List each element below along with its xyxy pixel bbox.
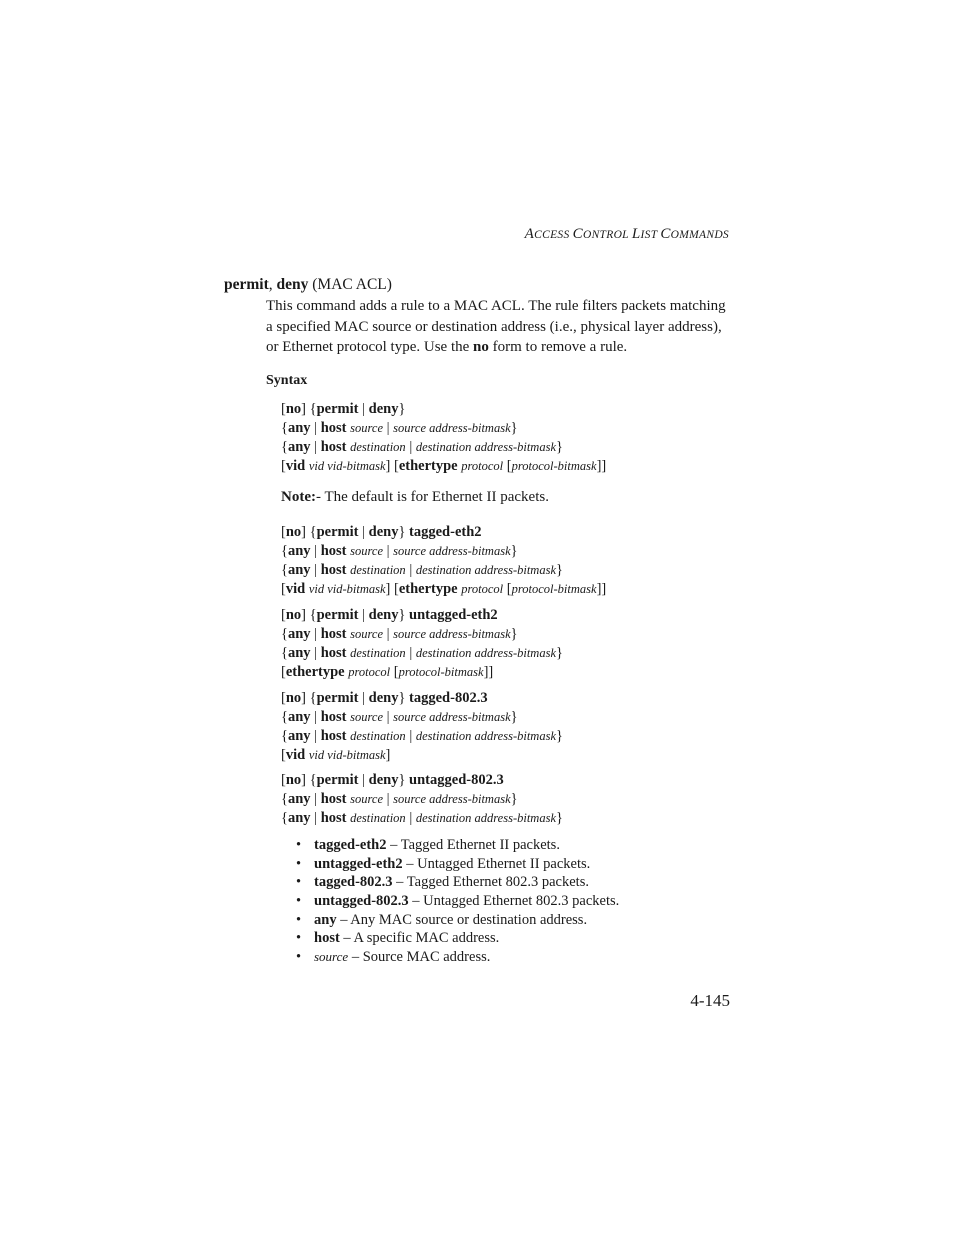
syntax-line: {any | host source | source address-bitmask}: [281, 791, 518, 807]
list-item: [296, 836, 619, 855]
header-text: CCESS: [534, 229, 573, 241]
header-text: OMMANDS: [670, 229, 729, 241]
command-title: [224, 276, 392, 294]
syntax-block-tagged-eth2: [281, 523, 606, 599]
syntax-line: [vid vid vid-bitmask]: [281, 747, 391, 763]
header-initial: A: [524, 226, 535, 242]
syntax-line: [no] {permit | deny}: [281, 401, 406, 417]
header-text: IST: [640, 229, 661, 241]
header-initial: L: [631, 226, 641, 242]
syntax-line: [ethertype protocol [protocol-bitmask]]: [281, 664, 494, 680]
syntax-line: [no] {permit | deny} tagged-802.3: [281, 690, 488, 706]
syntax-block-untagged-eth2: [281, 606, 563, 682]
syntax-line: [vid vid vid-bitmask] [ethertype protocol [protocol-bitmask]]: [281, 458, 607, 474]
note: [281, 489, 549, 506]
list-text: – Any MAC source or destination address.: [336, 911, 588, 928]
title-permit: permit: [224, 276, 269, 293]
bullet-icon: •: [296, 893, 302, 910]
list-item: [296, 892, 619, 911]
note-text: - The default is for Ethernet II packets.: [315, 489, 549, 505]
bullet-icon: •: [296, 855, 302, 872]
title-deny: deny: [276, 276, 309, 293]
list-term: host: [314, 930, 340, 947]
title-suffix: (MAC ACL): [308, 276, 392, 293]
syntax-line: {any | host destination | destination address-bitmask}: [281, 645, 563, 661]
running-header: [525, 226, 729, 243]
list-text: – A specific MAC address.: [339, 930, 500, 947]
list-item: [296, 855, 619, 874]
list-term: untagged-eth2: [314, 855, 403, 872]
list-text: – Tagged Ethernet 802.3 packets.: [392, 874, 589, 891]
syntax-line: {any | host destination | destination address-bitmask}: [281, 728, 563, 744]
note-label: Note:: [281, 489, 316, 505]
bullet-icon: •: [296, 949, 302, 966]
list-term: tagged-802.3: [314, 874, 393, 891]
page-number: 4-145: [690, 991, 730, 1010]
list-text: – Source MAC address.: [348, 949, 491, 966]
list-term: any: [314, 911, 337, 928]
syntax-block-untagged-8023: [281, 771, 563, 828]
title-comma: ,: [268, 276, 277, 293]
list-text: – Tagged Ethernet II packets.: [386, 837, 560, 853]
list-item: [296, 873, 619, 892]
syntax-line: {any | host destination | destination address-bitmask}: [281, 562, 563, 578]
bullet-icon: •: [296, 911, 302, 928]
syntax-line: {any | host source | source address-bitmask}: [281, 420, 518, 436]
description-text: form to remove a rule.: [488, 339, 628, 355]
bullet-icon: •: [296, 930, 302, 947]
syntax-line: {any | host destination | destination address-bitmask}: [281, 439, 563, 455]
syntax-line: {any | host source | source address-bitmask}: [281, 543, 518, 559]
command-description: [266, 296, 732, 358]
header-initial: C: [660, 226, 671, 242]
list-item: [296, 948, 619, 967]
header-text: ONTROL: [582, 229, 632, 241]
description-no-keyword: no: [473, 339, 489, 355]
list-item: [296, 929, 619, 948]
list-text: – Untagged Ethernet II packets.: [402, 855, 591, 872]
description-text: This command adds a rule to a MAC ACL. The rule filters packets matching a specified MAC source or destination address (i.e., physical layer address), or Ethernet protocol type. Use the: [266, 298, 726, 355]
syntax-line: {any | host source | source address-bitmask}: [281, 626, 518, 642]
header-initial: C: [572, 226, 583, 242]
syntax-line: [vid vid vid-bitmask] [ethertype protocol [protocol-bitmask]]: [281, 581, 607, 597]
list-term: untagged-802.3: [314, 893, 409, 910]
bullet-icon: •: [296, 837, 302, 853]
syntax-line: [no] {permit | deny} untagged-eth2: [281, 607, 498, 623]
syntax-line: [no] {permit | deny} untagged-802.3: [281, 772, 504, 788]
syntax-line: [no] {permit | deny} tagged-eth2: [281, 524, 482, 540]
list-term: tagged-eth2: [314, 837, 387, 853]
syntax-block-tagged-8023: [281, 689, 563, 765]
syntax-line: {any | host source | source address-bitmask}: [281, 709, 518, 725]
syntax-line: {any | host destination | destination address-bitmask}: [281, 810, 563, 826]
parameter-list: [296, 836, 619, 967]
list-term: source: [314, 949, 349, 965]
syntax-block-default: [281, 400, 606, 476]
syntax-heading: Syntax: [266, 373, 308, 388]
list-item: [296, 911, 619, 930]
list-text: – Untagged Ethernet 802.3 packets.: [408, 893, 620, 910]
bullet-icon: •: [296, 874, 302, 891]
